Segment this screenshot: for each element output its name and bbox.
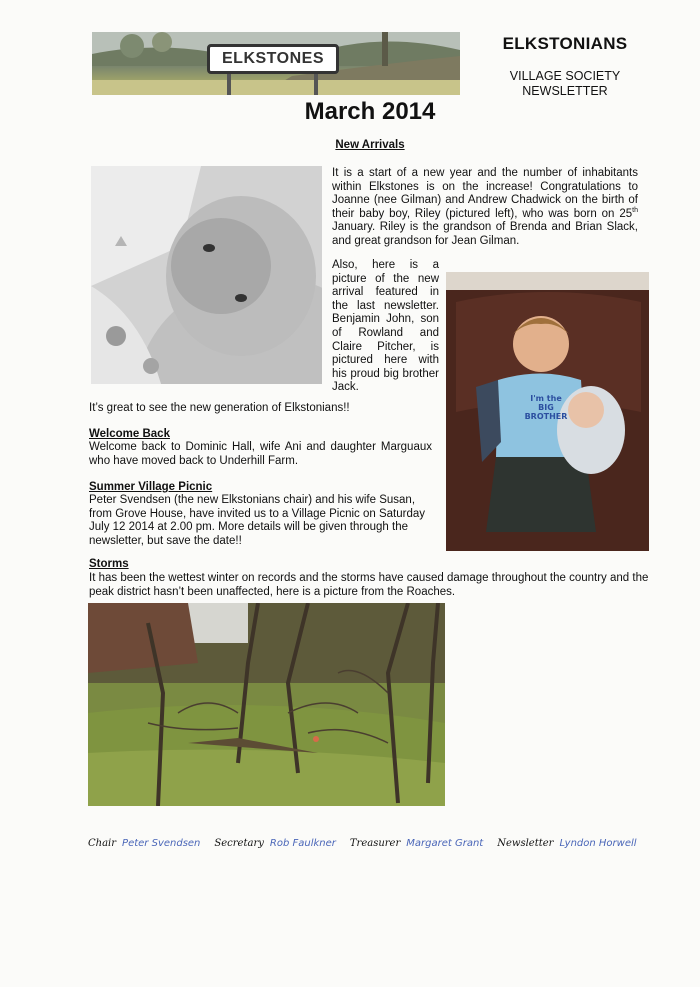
village-sign bbox=[207, 44, 339, 74]
issue-date: March 2014 bbox=[304, 98, 436, 125]
masthead-subtitle-line2: NEWSLETTER bbox=[522, 84, 608, 98]
new-arrivals-paragraph-3: It’s great to see the new generation of Elkstonians!! bbox=[89, 402, 350, 414]
masthead-title: ELKSTONIANS bbox=[502, 34, 628, 53]
storms-text: It has been the wettest winter on records and the storms have caused damage throughout the country and the peak district hasn’t been unaffected, here is a picture from the Roaches. bbox=[89, 572, 649, 598]
welcome-back-text: Welcome back to Dominic Hall, wife Ani and daughter Marguaux who have moved back to Underhill Farm. bbox=[89, 441, 432, 467]
footer-newsletter-name: Lyndon Horwell bbox=[559, 838, 637, 849]
masthead-subtitle-line1: VILLAGE SOCIETY bbox=[509, 69, 621, 83]
footer-chair-label: Chair bbox=[88, 838, 117, 849]
new-arrivals-text-1b: January. Riley is the grandson of Brenda and Brian Slack, and great grandson for Jean Gilman. bbox=[332, 221, 638, 247]
village-sign-text: ELKSTONES bbox=[222, 50, 324, 67]
new-arrivals-text-1-sup: th bbox=[632, 206, 638, 214]
brothers-photo bbox=[446, 272, 649, 551]
roaches-storm-photo bbox=[88, 603, 445, 806]
new-arrivals-paragraph-1 bbox=[332, 167, 638, 249]
footer-newsletter-label: Newsletter bbox=[497, 838, 554, 849]
footer-officers bbox=[88, 838, 648, 849]
sign-post-right bbox=[314, 74, 318, 95]
footer-secretary-name: Rob Faulkner bbox=[269, 838, 336, 849]
tshirt-line2: BIG bbox=[538, 403, 554, 412]
footer-secretary-label: Secretary bbox=[214, 838, 264, 849]
masthead-subtitle bbox=[470, 69, 660, 99]
sign-post-left bbox=[227, 74, 231, 95]
tshirt-line3: BROTHER bbox=[524, 412, 568, 421]
header-banner-photo bbox=[92, 32, 460, 95]
new-arrivals-paragraph-2: Also, here is a picture of the new arrival featured in the last newsletter. Benjamin John, son of Rowland and Claire Pitcher, is pictured here with his proud big brother Jack. bbox=[332, 259, 439, 394]
baby-riley-photo bbox=[91, 166, 322, 384]
footer-chair-name: Peter Svendsen bbox=[122, 838, 201, 849]
storms-title: Storms bbox=[89, 558, 129, 570]
new-arrivals-text-1a: It is a start of a new year and the number of inhabitants within Elkstones is on the increase! Congratulations to Joanne (nee Gilman) and Andrew Chadwick on the birth of their baby boy, Riley (pictured left), who was born on 25 bbox=[332, 167, 638, 220]
tshirt-print bbox=[516, 394, 576, 421]
picnic-title: Summer Village Picnic bbox=[89, 481, 213, 493]
footer-treasurer-name: Margaret Grant bbox=[406, 838, 484, 849]
new-arrivals-title: New Arrivals bbox=[335, 139, 405, 151]
picnic-text: Peter Svendsen (the new Elkstonians chair) and his wife Susan, from Grove House, have invited us to a Village Picnic on Saturday July 12 2014 at 2.00 pm. More details will be given through the newsletter, but save the date!! bbox=[89, 494, 426, 547]
footer-treasurer-label: Treasurer bbox=[349, 838, 401, 849]
tshirt-line1: I'm the bbox=[530, 394, 562, 403]
welcome-back-title: Welcome Back bbox=[89, 428, 170, 440]
